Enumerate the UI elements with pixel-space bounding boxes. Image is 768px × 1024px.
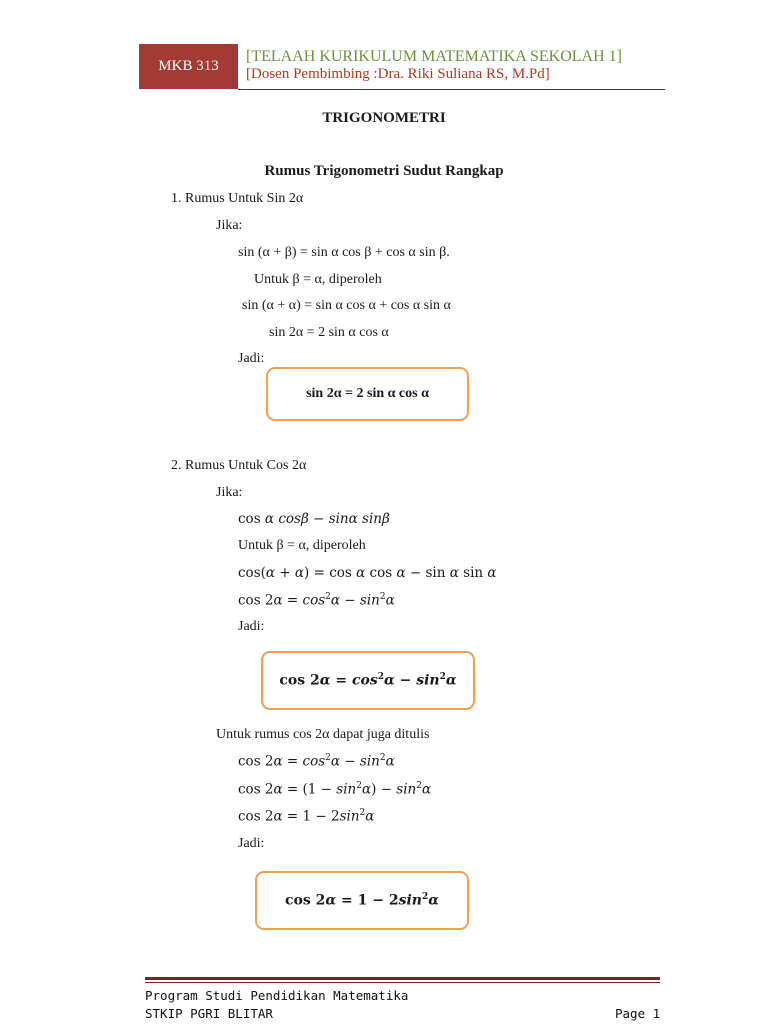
section1-line3: sin (α + α) = sin α cos α + cos α sin α (242, 298, 451, 313)
course-code-badge: MKB 313 (139, 44, 238, 89)
section1-jadi: Jadi: (238, 351, 265, 366)
section2-untuk: Untuk β = α, diperoleh (238, 538, 366, 553)
section1-line2: Untuk β = α, diperoleh (254, 272, 382, 287)
section-title: Rumus Trigonometri Sudut Rangkap (264, 163, 504, 179)
formula-alt-step3: $\cos 2\alpha = 1 - 2\sin^2\alpha$ (238, 808, 375, 825)
formula-cos2a-alt-result: $\cos 2\alpha = 1 - 2\sin^2\alpha$ (284, 892, 440, 909)
formula-alt-step1: $\cos 2\alpha = \cos^2\alpha - \sin^2\alpha$ (238, 753, 395, 770)
formula-cos2a-result: $\cos 2\alpha = \cos^2\alpha - \sin^2\alpha$ (279, 672, 457, 689)
section1-line1: sin (α + β) = sin α cos β + cos α sin β. (238, 245, 450, 260)
formula-cos2a-derived: $\cos 2\alpha = \cos^2\alpha - \sin^2\alpha$ (238, 592, 395, 609)
document-title: TRIGONOMETRI (322, 110, 446, 126)
header-rule (238, 89, 665, 90)
formula-cos-sum-expansion: cos α cosβ − sinα sinβ (238, 511, 390, 527)
section1-heading: 1. Rumus Untuk Sin 2α (171, 191, 304, 206)
section2-jika: Jika: (216, 485, 243, 500)
footer-program: Program Studi Pendidikan Matematika (145, 988, 409, 1003)
footer-rule-thick (145, 977, 660, 980)
formula-cos-alpha-plus-alpha: cos(α + α) = cos α cos α − sin α sin α (238, 565, 497, 581)
formula-sin2a-result: sin 2α = 2 sin α cos α (306, 386, 429, 401)
section2-jadi: Jadi: (238, 619, 265, 634)
footer-page-number: Page 1 (615, 1006, 661, 1021)
formula-box-cos2a (261, 651, 475, 710)
formula-box-cos2a-alt (255, 871, 469, 930)
header-subtitle: [Dosen Pembimbing :Dra. Riki Suliana RS, M.Pd] (246, 66, 550, 82)
footer-rule-thin (145, 982, 660, 983)
section1-line4: sin 2α = 2 sin α cos α (269, 325, 389, 340)
section1-jika: Jika: (216, 218, 243, 233)
footer-institution: STKIP PGRI BLITAR (145, 1006, 273, 1021)
section2-alt-intro: Untuk rumus cos 2α dapat juga ditulis (216, 727, 430, 742)
header-title: [TELAAH KURIKULUM MATEMATIKA SEKOLAH 1] (246, 48, 622, 65)
formula-box-sin2a (266, 367, 469, 421)
section2-jadi-2: Jadi: (238, 836, 265, 851)
formula-alt-step2: $\cos 2\alpha = (1 - \sin^2\alpha) - \sin^2\alpha$ (238, 781, 432, 798)
section2-heading: 2. Rumus Untuk Cos 2α (171, 458, 307, 473)
